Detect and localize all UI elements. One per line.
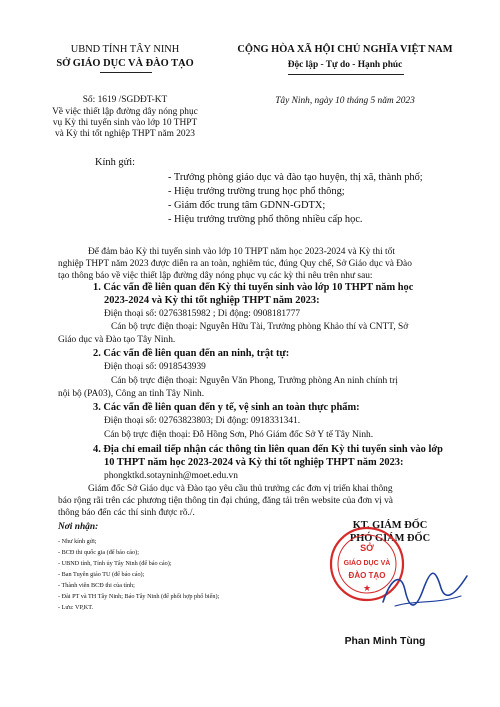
section-1-phone: Điện thoại số: 02763815982 ; Di động: 0908181777 (104, 309, 301, 319)
document-number: Số: 1619 /SGDĐT-KT (82, 95, 168, 105)
signature-underline-stroke (395, 596, 461, 606)
signer-role: PHÓ GIÁM ĐỐC (349, 533, 431, 544)
signer-name: Phan Minh Tùng (344, 636, 426, 647)
closing-line-3: thông báo đến các thí sinh được rõ./. (58, 508, 195, 518)
addressee-item: - Trưởng phòng giáo dục và đào tạo huyện, thị xã, thành phố; (168, 172, 423, 183)
closing-line-1: Giám đốc Sở Giáo dục và Đào tạo yêu cầu thủ trưởng các đơn vị triển khai thông (88, 484, 393, 494)
closing-line-2: báo rộng rãi trên các phương tiện thông tin đại chúng, đăng tải trên website của đơn vị và (58, 496, 393, 506)
intro-line-2: nghiệp THPT năm 2023 được diễn ra an toàn, nghiêm túc, đúng Quy chế, Sở Giáo dục và Đào (58, 259, 412, 269)
recipient-item: - UBND tỉnh, Tỉnh ủy Tây Ninh (để báo cáo); (58, 560, 172, 567)
department-name: SỞ GIÁO DỤC VÀ ĐÀO TẠO (56, 58, 194, 69)
intro-line-3: tạo thông báo về việc thiết lập đường dây nóng phục vụ các kỳ thi nêu trên như sau: (58, 271, 373, 281)
recipient-item: - Ban Tuyên giáo TU (để báo cáo); (58, 571, 145, 578)
motto-underline (288, 74, 404, 75)
motto: Độc lập - Tự do - Hạnh phúc (287, 60, 403, 70)
authority-name: UBND TỈNH TÂY NINH (70, 44, 180, 55)
kinh-gui-label: Kính gửi: (95, 157, 135, 168)
stamp-star: ★ (362, 583, 372, 593)
recipient-item: - BCĐ thi quốc gia (để báo cáo); (58, 549, 139, 556)
subject-line-1: Về việc thiết lập đường dây nóng phục (52, 107, 198, 117)
issue-date: Tây Ninh, ngày 10 tháng 5 năm 2023 (275, 96, 415, 106)
recipients-title: Nơi nhận: (58, 522, 99, 532)
stamp-text-middle: GIÁO DỤC VÀ (343, 560, 391, 567)
section-1-officer-line-2: Giáo dục và Đào tạo Tây Ninh. (58, 335, 176, 345)
section-2-phone: Điện thoại số: 0918543939 (104, 362, 206, 372)
section-2-officer-line-2: nội bộ (PA03), Công an tỉnh Tây Ninh. (58, 389, 205, 399)
department-underline (100, 72, 152, 73)
nation-title: CỘNG HÒA XÃ HỘI CHỦ NGHĨA VIỆT NAM (237, 44, 453, 55)
section-1-title-line-2: 2023-2024 và Kỳ thi tốt nghiệp THPT năm 2023: (104, 295, 320, 306)
addressee-item: - Hiệu trưởng trường phổ thông nhiều cấp học. (168, 214, 363, 225)
recipient-item: - Như kính gửi; (58, 538, 97, 545)
section-4-email: phongktkd.sotayninh@moet.edu.vn (104, 471, 238, 481)
section-1-title-line-1: 1. Các vấn đề liên quan đến Kỳ thi tuyển sinh vào lớp 10 THPT năm học (93, 282, 414, 293)
stamp-text-bottom: ĐÀO TẠO (348, 571, 386, 580)
handwritten-signature (375, 560, 475, 620)
subject-line-2: vụ Kỳ thi tuyển sinh vào lớp 10 THPT (52, 118, 198, 128)
recipient-item: - Thành viên BCĐ thi của tỉnh; (58, 582, 135, 589)
section-3-officer: Cán bộ trực điện thoại: Đỗ Hồng Sơn, Phó Giám đốc Sở Y tế Tây Ninh. (104, 430, 374, 440)
section-3-title: 3. Các vấn đề liên quan đến y tế, vệ sinh an toàn thực phẩm: (93, 402, 360, 413)
intro-line-1: Để đảm bảo Kỳ thi tuyển sinh vào lớp 10 THPT năm học 2023-2024 và Kỳ thi tốt (88, 247, 395, 257)
section-4-title-line-2: 10 THPT năm học 2023-2024 và Kỳ thi tốt nghiệp THPT năm 2023: (104, 457, 404, 468)
section-3-phone: Điện thoại số: 02763823803; Di động: 0918331341. (104, 416, 301, 426)
addressee-item: - Giám đốc trung tâm GDNN-GDTX; (168, 200, 326, 211)
section-2-title: 2. Các vấn đề liên quan đến an ninh, trật tự: (93, 348, 290, 359)
section-2-officer-line-1: Cán bộ trực điện thoại: Nguyễn Văn Phong, Trưởng phòng An ninh chính trị (111, 376, 398, 386)
signer-authority: KT. GIÁM ĐỐC (352, 520, 428, 531)
section-1-officer-line-1: Cán bộ trực điện thoại: Nguyễn Hữu Tài, Trưởng phòng Khảo thí và CNTT, Sở (111, 322, 409, 332)
stamp-text-top: SỞ (360, 543, 374, 553)
addressee-item: - Hiệu trưởng trường trung học phổ thông; (168, 186, 345, 197)
recipient-item: - Lưu: VP,KT. (58, 604, 94, 611)
recipient-item: - Đài PT và TH Tây Ninh; Báo Tây Ninh (để phối hợp phổ biến); (58, 593, 220, 600)
section-4-title-line-1: 4. Địa chỉ email tiếp nhận các thông tin liên quan đến Kỳ thi tuyển sinh vào lớp (93, 444, 443, 455)
signature-stroke (383, 573, 467, 605)
subject-line-3: và Kỳ thi tốt nghiệp THPT năm 2023 (54, 129, 195, 139)
